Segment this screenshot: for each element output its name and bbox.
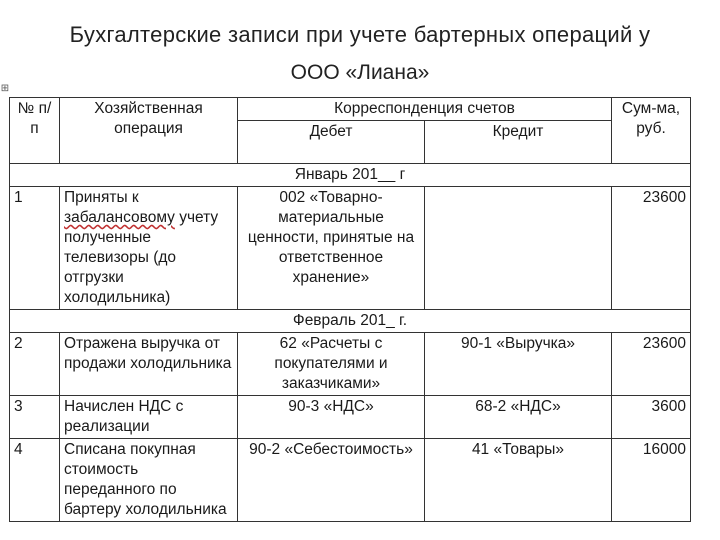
barter-entries-table	[9, 97, 691, 522]
row-debit: 002 «Товарно-материальные ценности, принятые на ответственное хранение»	[238, 187, 425, 310]
row-operation	[60, 187, 238, 310]
row-sum: 23600	[612, 187, 691, 310]
operation-text: учету полученные телевизоры (до отгрузки холодильника)	[64, 209, 219, 306]
row-credit: 90-1 «Выручка»	[425, 333, 612, 396]
period-row-january	[10, 164, 691, 187]
document-subtitle: ООО «Лиана»	[290, 61, 430, 84]
row-sum: 16000	[612, 439, 691, 522]
header-num: № п/п	[10, 98, 60, 164]
row-operation: Списана покупная стоимость переданного по бартеру холодильника	[60, 439, 238, 522]
row-num: 4	[10, 439, 60, 522]
operation-text: Приняты к	[64, 189, 139, 206]
row-debit: 90-3 «НДС»	[238, 396, 425, 439]
row-num: 1	[10, 187, 60, 310]
row-debit: 62 «Расчеты с покупателями и заказчиками»	[238, 333, 425, 396]
row-credit: 41 «Товары»	[425, 439, 612, 522]
table-row	[10, 439, 691, 522]
document-title: Бухгалтерские записи при учете бартерных операций у	[69, 22, 651, 47]
table-row	[10, 333, 691, 396]
row-sum: 3600	[612, 396, 691, 439]
header-correspondence: Корреспонденция счетов	[238, 98, 612, 121]
row-operation: Отражена выручка от продажи холодильника	[60, 333, 238, 396]
table-row	[10, 396, 691, 439]
row-num: 2	[10, 333, 60, 396]
table-row	[10, 187, 691, 310]
period-row-february	[10, 310, 691, 333]
row-num: 3	[10, 396, 60, 439]
header-debit: Дебет	[238, 121, 425, 164]
row-credit: 68-2 «НДС»	[425, 396, 612, 439]
row-debit: 90-2 «Себестоимость»	[238, 439, 425, 522]
spellcheck-word: забалансовому	[64, 209, 175, 226]
header-operation: Хозяйственная операция	[60, 98, 238, 164]
row-operation: Начислен НДС с реализации	[60, 396, 238, 439]
period-january: Январь 201__ г	[10, 164, 691, 187]
header-credit: Кредит	[425, 121, 612, 164]
period-february: Февраль 201_ г.	[10, 310, 691, 333]
row-credit	[425, 187, 612, 310]
header-sum: Сум-ма, руб.	[612, 98, 691, 164]
row-sum: 23600	[612, 333, 691, 396]
table-header-row	[10, 98, 691, 121]
table-anchor-icon[interactable]: ⊞	[0, 83, 10, 94]
